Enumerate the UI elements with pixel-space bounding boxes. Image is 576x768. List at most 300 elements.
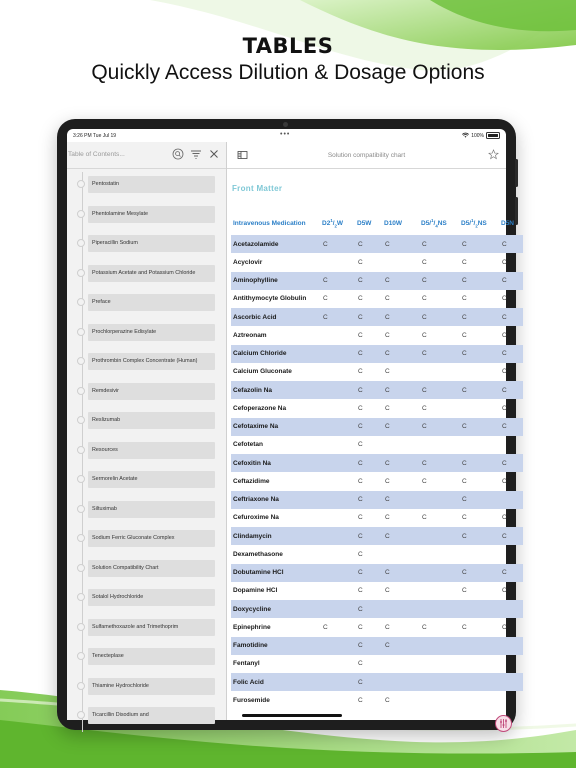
compatibility-cell bbox=[320, 454, 355, 472]
sidebar-header bbox=[67, 142, 226, 169]
timeline-dot-icon bbox=[77, 505, 85, 513]
compatibility-cell: C bbox=[385, 295, 390, 303]
compatibility-cell: C bbox=[355, 418, 382, 436]
compatibility-cell: C bbox=[459, 272, 499, 290]
compatibility-cell bbox=[499, 600, 523, 618]
compatibility-cell: C bbox=[355, 673, 382, 691]
medication-name: Famotidine bbox=[231, 637, 320, 655]
sidebar-item[interactable] bbox=[67, 648, 226, 666]
table-row bbox=[231, 691, 523, 709]
table-row bbox=[231, 600, 523, 618]
table-row bbox=[231, 545, 523, 563]
compatibility-cell: C bbox=[358, 258, 363, 266]
compatibility-cell: C bbox=[499, 345, 523, 363]
hero-subtitle: Quickly Access Dilution & Dosage Options bbox=[91, 61, 485, 84]
medication-name: Acyclovir bbox=[233, 258, 263, 266]
compatibility-cell bbox=[459, 399, 499, 417]
compatibility-cell bbox=[382, 436, 419, 454]
medication-name: Dexamethasone bbox=[233, 550, 283, 558]
table-row bbox=[231, 454, 523, 472]
column-header-d10w: D10W bbox=[384, 220, 403, 227]
compatibility-cell: C bbox=[385, 368, 390, 376]
medication-name: Antithymocyte Globulin bbox=[233, 295, 307, 303]
table-row bbox=[231, 637, 523, 655]
compatibility-cell bbox=[320, 673, 355, 691]
timeline-dot-icon bbox=[77, 210, 85, 218]
timeline-dot-icon bbox=[77, 682, 85, 690]
compatibility-cell bbox=[499, 673, 523, 691]
compatibility-cell: C bbox=[358, 477, 363, 485]
timeline-dot-icon bbox=[77, 446, 85, 454]
compatibility-cell bbox=[499, 491, 523, 509]
compatibility-cell bbox=[320, 655, 355, 673]
table-header-row bbox=[231, 212, 523, 235]
medication-name: Epinephrine bbox=[233, 623, 271, 631]
hero-title: TABLES bbox=[242, 34, 334, 58]
compatibility-cell: C bbox=[502, 623, 507, 631]
sidebar-item-label: Pentostatin bbox=[88, 176, 215, 193]
column-header-d5-half-ns: $D5/^1/_2NS$ bbox=[461, 218, 487, 229]
table-row bbox=[231, 472, 523, 490]
compatibility-cell: C bbox=[320, 235, 355, 253]
sidebar-item-label: Preface bbox=[88, 294, 215, 311]
compatibility-cell bbox=[459, 600, 499, 618]
compatibility-cell: C bbox=[419, 272, 459, 290]
compatibility-cell: C bbox=[459, 454, 499, 472]
medication-name: Dobutamine HCl bbox=[231, 564, 320, 582]
sidebar-item[interactable] bbox=[67, 678, 226, 696]
medication-name: Doxycycline bbox=[231, 600, 320, 618]
compatibility-cell: C bbox=[499, 564, 523, 582]
sidebar-item-label: Reslizumab bbox=[88, 412, 215, 429]
medication-name: Dopamine HCl bbox=[233, 587, 278, 595]
compatibility-cell: C bbox=[382, 308, 419, 326]
compatibility-cell bbox=[419, 363, 459, 381]
compatibility-cell: C bbox=[358, 550, 363, 558]
compatibility-cell: C bbox=[462, 258, 467, 266]
compatibility-cell: C bbox=[502, 295, 507, 303]
table-of-contents-sidebar bbox=[67, 142, 227, 720]
compatibility-cell bbox=[382, 253, 419, 271]
compatibility-cell: C bbox=[502, 258, 507, 266]
medication-name: Aminophylline bbox=[231, 272, 320, 290]
sidebar-item-label: Tenecteplase bbox=[88, 648, 215, 665]
status-time: 3:26 PM Tue Jul 19 bbox=[73, 133, 117, 139]
compatibility-cell bbox=[320, 436, 355, 454]
app-screen bbox=[67, 129, 515, 720]
timeline-dot-icon bbox=[77, 298, 85, 306]
compatibility-cell: C bbox=[419, 308, 459, 326]
table-row bbox=[231, 655, 523, 673]
table-row bbox=[231, 363, 523, 381]
compatibility-cell bbox=[419, 637, 459, 655]
column-header-medication: Intravenous Medication bbox=[233, 220, 306, 227]
battery-percent: 100% bbox=[471, 132, 484, 139]
tablet-frame bbox=[57, 119, 516, 730]
compatibility-cell bbox=[320, 399, 355, 417]
column-header-d2-half-w: $D2^1/_2W$ bbox=[322, 218, 344, 229]
sidebar-item[interactable] bbox=[67, 560, 226, 578]
compatibility-cell: C bbox=[320, 308, 355, 326]
sidebar-item-label: Sermorelin Acetate bbox=[88, 471, 215, 488]
compatibility-cell: C bbox=[422, 295, 427, 303]
sidebar-item-label: Resources bbox=[88, 442, 215, 459]
compatibility-cell: C bbox=[499, 527, 523, 545]
timeline-dot-icon bbox=[77, 534, 85, 542]
compatibility-cell: C bbox=[382, 454, 419, 472]
compatibility-cell: C bbox=[358, 295, 363, 303]
compatibility-cell: C bbox=[358, 368, 363, 376]
table-row bbox=[231, 399, 523, 417]
sidebar-item-label: Sodium Ferric Gluconate Complex bbox=[88, 530, 215, 547]
compatibility-cell: C bbox=[358, 331, 363, 339]
compatibility-cell: C bbox=[358, 696, 363, 704]
compatibility-cell: C bbox=[499, 308, 523, 326]
compatibility-cell: C bbox=[323, 623, 328, 631]
compatibility-cell bbox=[320, 637, 355, 655]
sidebar-item[interactable] bbox=[67, 383, 226, 401]
medication-name: Cefoxitin Na bbox=[231, 454, 320, 472]
compatibility-cell: C bbox=[462, 623, 467, 631]
compatibility-cell bbox=[419, 600, 459, 618]
sidebar-item[interactable] bbox=[67, 353, 226, 371]
compatibility-cell: C bbox=[355, 637, 382, 655]
sidebar-item-label: Ticarcillin Disodium and bbox=[88, 707, 215, 724]
table-row bbox=[231, 381, 523, 399]
compatibility-cell: C bbox=[355, 235, 382, 253]
compatibility-cell: C bbox=[385, 404, 390, 412]
compatibility-cell: C bbox=[355, 308, 382, 326]
table-row bbox=[231, 326, 523, 344]
compatibility-cell: C bbox=[358, 587, 363, 595]
compatibility-cell bbox=[320, 691, 355, 709]
medication-name: Furosemide bbox=[233, 696, 270, 704]
compatibility-cell bbox=[320, 253, 355, 271]
compatibility-cell bbox=[419, 691, 459, 709]
sidebar-item[interactable] bbox=[67, 530, 226, 548]
sidebar-item[interactable] bbox=[67, 442, 226, 460]
compatibility-cell bbox=[459, 363, 499, 381]
sidebar-item-label: Thiamine Hydrochloride bbox=[88, 678, 215, 695]
compatibility-cell bbox=[419, 491, 459, 509]
table-row bbox=[231, 253, 523, 271]
compatibility-table-wrapper bbox=[231, 212, 515, 720]
compatibility-cell: C bbox=[385, 587, 390, 595]
timeline-dot-icon bbox=[77, 180, 85, 188]
compatibility-cell: C bbox=[419, 235, 459, 253]
compatibility-cell bbox=[320, 345, 355, 363]
table-row bbox=[231, 527, 523, 545]
compatibility-cell: C bbox=[502, 331, 507, 339]
sidebar-item[interactable] bbox=[67, 176, 226, 194]
table-row bbox=[231, 582, 523, 600]
compatibility-cell: C bbox=[382, 272, 419, 290]
sidebar-item[interactable] bbox=[67, 412, 226, 430]
compatibility-cell bbox=[499, 436, 523, 454]
compatibility-cell bbox=[320, 509, 355, 527]
compatibility-cell bbox=[320, 363, 355, 381]
compatibility-cell: C bbox=[459, 564, 499, 582]
compatibility-cell: C bbox=[382, 637, 419, 655]
sidebar-item[interactable] bbox=[67, 707, 226, 725]
table-row bbox=[231, 491, 523, 509]
close-icon[interactable] bbox=[208, 148, 220, 160]
sidebar-item[interactable] bbox=[67, 265, 226, 283]
sidebar-item-label: Sulfamethoxazole and Trimethoprim bbox=[88, 619, 215, 636]
medication-name: Aztreonam bbox=[233, 331, 267, 339]
medication-name: Calcium Chloride bbox=[231, 345, 320, 363]
compatibility-cell: C bbox=[499, 454, 523, 472]
compatibility-cell: C bbox=[459, 381, 499, 399]
multitask-dots[interactable]: ••• bbox=[280, 131, 291, 138]
compatibility-cell: C bbox=[462, 477, 467, 485]
compatibility-cell: C bbox=[355, 345, 382, 363]
bookmark-star-icon[interactable] bbox=[488, 149, 499, 160]
status-bar bbox=[67, 129, 506, 142]
compatibility-cell bbox=[419, 582, 459, 600]
compatibility-cell: C bbox=[502, 404, 507, 412]
compatibility-cell bbox=[419, 564, 459, 582]
timeline-dot-icon bbox=[77, 387, 85, 395]
timeline-dot-icon bbox=[77, 328, 85, 336]
compatibility-cell: C bbox=[462, 295, 467, 303]
compatibility-cell: C bbox=[422, 514, 427, 522]
toc-list bbox=[67, 172, 226, 720]
table-row bbox=[231, 272, 523, 290]
compatibility-cell bbox=[459, 691, 499, 709]
table-row bbox=[231, 564, 523, 582]
medication-name: Cefoperazone Na bbox=[233, 404, 287, 412]
medication-name: Fentanyl bbox=[233, 660, 260, 668]
compatibility-cell: C bbox=[323, 295, 328, 303]
timeline-dot-icon bbox=[77, 416, 85, 424]
sidebar-item-label: Piperacillin Sodium bbox=[88, 235, 215, 252]
table-row bbox=[231, 235, 523, 253]
status-right bbox=[462, 132, 500, 139]
timeline-dot-icon bbox=[77, 711, 85, 719]
compatibility-cell: C bbox=[320, 272, 355, 290]
compatibility-cell bbox=[320, 418, 355, 436]
compatibility-cell: C bbox=[385, 514, 390, 522]
compatibility-cell: C bbox=[382, 491, 419, 509]
compatibility-cell: C bbox=[355, 600, 382, 618]
sidebar-item[interactable] bbox=[67, 501, 226, 519]
column-header-d5w: D5W bbox=[357, 220, 372, 227]
table-row bbox=[231, 418, 523, 436]
timeline-dot-icon bbox=[77, 652, 85, 660]
compatibility-cell: C bbox=[358, 660, 363, 668]
sidebar-item-label: Prochlorperazine Edisylate bbox=[88, 324, 215, 341]
timeline-dot-icon bbox=[77, 475, 85, 483]
compatibility-cell: C bbox=[419, 454, 459, 472]
compatibility-cell: C bbox=[358, 623, 363, 631]
compatibility-cell: C bbox=[459, 308, 499, 326]
compatibility-cell bbox=[499, 691, 523, 709]
sidebar-item[interactable] bbox=[67, 324, 226, 342]
sidebar-actions bbox=[172, 148, 220, 160]
compatibility-cell: C bbox=[382, 418, 419, 436]
page-title: Solution compatibility chart bbox=[327, 152, 406, 159]
wifi-icon bbox=[462, 133, 469, 138]
compatibility-cell bbox=[419, 527, 459, 545]
compatibility-cell bbox=[419, 436, 459, 454]
compatibility-cell bbox=[459, 655, 499, 673]
compatibility-cell: C bbox=[422, 258, 427, 266]
compatibility-cell: C bbox=[462, 331, 467, 339]
compatibility-cell: C bbox=[355, 454, 382, 472]
compatibility-cell bbox=[382, 545, 419, 563]
compatibility-cell: C bbox=[462, 514, 467, 522]
compatibility-cell: C bbox=[385, 696, 390, 704]
medication-name: Ceftriaxone Na bbox=[231, 491, 320, 509]
compatibility-cell: C bbox=[419, 418, 459, 436]
compatibility-cell: C bbox=[422, 477, 427, 485]
compatibility-cell: C bbox=[382, 381, 419, 399]
sidebar-item[interactable] bbox=[67, 619, 226, 637]
table-row bbox=[231, 673, 523, 691]
compatibility-cell bbox=[320, 564, 355, 582]
compatibility-cell bbox=[419, 655, 459, 673]
medication-name: Ceftazidime bbox=[233, 477, 270, 485]
table-row bbox=[231, 290, 523, 308]
filter-icon[interactable] bbox=[190, 148, 202, 160]
timeline-dot-icon bbox=[77, 593, 85, 601]
compatibility-cell: C bbox=[459, 418, 499, 436]
sidebar-item[interactable] bbox=[67, 294, 226, 312]
table-row bbox=[231, 436, 523, 454]
timeline-dot-icon bbox=[77, 239, 85, 247]
compatibility-cell: C bbox=[502, 477, 507, 485]
volume-button bbox=[515, 159, 518, 187]
sidebar-item[interactable] bbox=[67, 471, 226, 489]
compatibility-cell: C bbox=[355, 527, 382, 545]
compatibility-cell: C bbox=[385, 477, 390, 485]
compatibility-cell bbox=[320, 381, 355, 399]
compatibility-cell: C bbox=[382, 564, 419, 582]
compatibility-cell: C bbox=[419, 381, 459, 399]
battery-icon bbox=[486, 132, 500, 139]
compatibility-cell: C bbox=[419, 345, 459, 363]
compatibility-cell bbox=[320, 472, 355, 490]
compatibility-cell: C bbox=[382, 345, 419, 363]
compatibility-cell: C bbox=[459, 345, 499, 363]
sidebar-item-label: Siltuximab bbox=[88, 501, 215, 518]
sidebar-item-label: Phentolamine Mesylate bbox=[88, 206, 215, 223]
compatibility-cell: C bbox=[499, 381, 523, 399]
medication-name: Folic Acid bbox=[231, 673, 320, 691]
sidebar-item-label: Prothrombin Complex Concentrate (Human) bbox=[88, 353, 215, 370]
compatibility-cell bbox=[320, 527, 355, 545]
compatibility-cell bbox=[499, 637, 523, 655]
sidebar-item-label: Sotalol Hydrochloride bbox=[88, 589, 215, 606]
compatibility-cell: C bbox=[462, 587, 467, 595]
compatibility-cell: C bbox=[355, 564, 382, 582]
compatibility-cell: C bbox=[385, 331, 390, 339]
compatibility-cell: C bbox=[382, 235, 419, 253]
compatibility-cell: C bbox=[499, 418, 523, 436]
floating-action-button[interactable] bbox=[495, 715, 512, 732]
sidebar-item[interactable] bbox=[67, 235, 226, 253]
table-row bbox=[231, 509, 523, 527]
compatibility-cell: C bbox=[422, 331, 427, 339]
sidebar-item[interactable] bbox=[67, 589, 226, 607]
compatibility-cell: C bbox=[355, 272, 382, 290]
medication-name: Clindamycin bbox=[231, 527, 320, 545]
compatibility-cell: C bbox=[502, 587, 507, 595]
column-header-d5-quarter-ns: $D5/^1/_4NS$ bbox=[421, 218, 447, 229]
compatibility-cell: C bbox=[499, 272, 523, 290]
compatibility-cell: C bbox=[502, 368, 507, 376]
compatibility-cell bbox=[382, 600, 419, 618]
medication-name: Ascorbic Acid bbox=[231, 308, 320, 326]
compatibility-table bbox=[231, 212, 523, 710]
compatibility-cell: C bbox=[459, 235, 499, 253]
compatibility-cell bbox=[459, 545, 499, 563]
compatibility-cell bbox=[382, 655, 419, 673]
compatibility-cell bbox=[459, 436, 499, 454]
content-header bbox=[227, 142, 506, 169]
section-heading: Front Matter bbox=[232, 184, 283, 193]
compatibility-cell bbox=[382, 673, 419, 691]
compatibility-cell bbox=[499, 545, 523, 563]
timeline-dot-icon bbox=[77, 357, 85, 365]
compatibility-cell: C bbox=[358, 514, 363, 522]
compatibility-cell bbox=[459, 673, 499, 691]
timeline-dot-icon bbox=[77, 564, 85, 572]
compatibility-cell bbox=[459, 637, 499, 655]
medication-name: Cefazolin Na bbox=[231, 381, 320, 399]
compatibility-cell bbox=[419, 673, 459, 691]
timeline-dot-icon bbox=[77, 269, 85, 277]
table-row bbox=[231, 308, 523, 326]
table-row bbox=[231, 345, 523, 363]
medication-name: Acetazolamide bbox=[231, 235, 320, 253]
compatibility-cell: C bbox=[355, 381, 382, 399]
compatibility-cell bbox=[320, 600, 355, 618]
tools-icon bbox=[496, 716, 511, 731]
home-indicator[interactable] bbox=[242, 714, 342, 717]
compatibility-cell: C bbox=[355, 491, 382, 509]
compatibility-cell: C bbox=[358, 441, 363, 449]
compatibility-cell bbox=[320, 326, 355, 344]
medication-name: Cefuroxime Na bbox=[233, 514, 279, 522]
search-icon[interactable] bbox=[172, 148, 184, 160]
sidebar-item[interactable] bbox=[67, 206, 226, 224]
front-camera bbox=[283, 122, 288, 127]
compatibility-cell: C bbox=[385, 623, 390, 631]
compatibility-cell: C bbox=[459, 491, 499, 509]
compatibility-cell bbox=[499, 655, 523, 673]
medication-name: Calcium Gluconate bbox=[233, 368, 292, 376]
column-header-d5ns: D5N bbox=[501, 220, 515, 227]
compatibility-cell: C bbox=[422, 404, 427, 412]
compatibility-cell: C bbox=[499, 235, 523, 253]
timeline-dot-icon bbox=[77, 623, 85, 631]
content-panel bbox=[227, 142, 515, 720]
table-row bbox=[231, 618, 523, 636]
sidebar-item-label: Solution Compatibility Chart bbox=[88, 560, 215, 577]
compatibility-cell bbox=[320, 545, 355, 563]
medication-name: Cefotaxime Na bbox=[231, 418, 320, 436]
compatibility-cell: C bbox=[502, 514, 507, 522]
sidebar-item-label: Potassium Acetate and Potassium Chloride bbox=[88, 265, 215, 282]
sidebar-item-label: Remdesivir bbox=[88, 383, 215, 400]
medication-name: Cefotetan bbox=[233, 441, 263, 449]
toc-search-input[interactable]: Table of Contents... bbox=[68, 151, 125, 158]
compatibility-cell bbox=[320, 491, 355, 509]
compatibility-cell: C bbox=[358, 404, 363, 412]
compatibility-cell: C bbox=[382, 527, 419, 545]
